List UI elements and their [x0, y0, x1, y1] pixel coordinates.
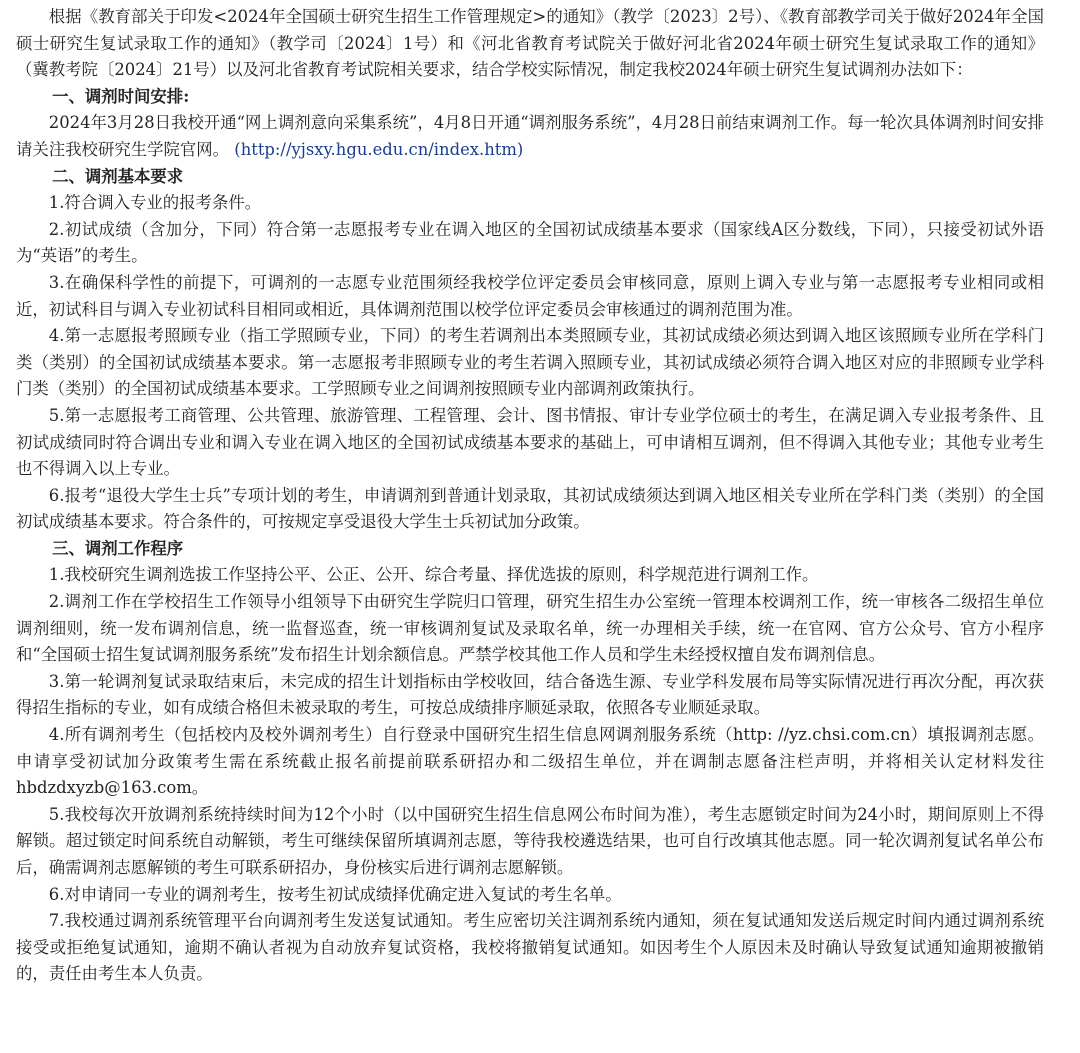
schedule-text: 2024年3月28日我校开通“网上调剂意向采集系统”，4月8日开通“调剂服务系统”，4月28日前结束调剂工作。每一轮次具体调剂时间安排请关注我校研究生学院官网。 — [16, 113, 1044, 159]
section-heading-schedule: 一、调剂时间安排: — [52, 86, 190, 106]
procedure-item-4: 4.所有调剂考生（包括校内及校外调剂考生）自行登录中国研究生招生信息网调剂服务系统（http: //yz.chsi.com.cn）填报调剂志愿。申请享受初试加分政策考生需在系统截止报名前提前联系研招办和二级招生单位，并在调制志愿备注栏声明，并将相关认定材料发往hbdzdxyzb@163.com。 — [16, 725, 1044, 798]
requirement-item-3: 3.在确保科学性的前提下，可调剂的一志愿专业范围须经我校学位评定委员会审核同意，原则上调入专业与第一志愿报考专业相同或相近，初试科目与调入专业初试科目相同或相近，具体调剂范围以校学位评定委员会审核通过的调剂范围为准。 — [16, 272, 1044, 319]
procedure-item-1: 1.我校研究生调剂选拔工作坚持公平、公正、公开、综合考量、择优选拔的原则，科学规范进行调剂工作。 — [48, 565, 819, 585]
procedure-item-5: 5.我校每次开放调剂系统持续时间为12个小时（以中国研究生招生信息网公布时间为准），考生志愿锁定时间为24小时，期间原则上不得解锁。超过锁定时间系统自动解锁，考生可继续保留所填调剂志愿，等待我校遴选结果，也可自行改填其他志愿。同一轮次调剂复试名单公布后，确需调剂志愿解锁的考生可联系研招办，身份核实后进行调剂志愿解锁。 — [16, 804, 1044, 877]
requirement-item-2: 2.初试成绩（含加分，下同）符合第一志愿报考专业在调入地区的全国初试成绩基本要求（国家线A区分数线，下同），只接受初试外语为“英语”的考生。 — [16, 219, 1044, 266]
procedure-item-6: 6.对申请同一专业的调剂考生，按考生初试成绩择优确定进入复试的考生名单。 — [48, 884, 622, 904]
intro-paragraph: 根据《教育部关于印发<2024年全国硕士研究生招生工作管理规定>的通知》（教学〔2023〕2号）、《教育部教学司关于做好2024年全国硕士研究生复试录取工作的通知》（教学司〔2024〕1号）和《河北省教育考试院关于做好河北省2024年硕士研究生复试录取工作的通知》（冀教考院〔2024〕21号）以及河北省教育考试院相关要求，结合学校实际情况，制定我校2024年硕士研究生复试调剂办法如下： — [16, 7, 1044, 80]
procedure-item-7: 7.我校通过调剂系统管理平台向调剂考生发送复试通知。考生应密切关注调剂系统内通知，须在复试通知发送后规定时间内通过调剂系统接受或拒绝复试通知，逾期不确认者视为自动放弃复试资格，我校将撤销复试通知。如因考生个人原因未及时确认导致复试通知逾期被撤销的，责任由考生本人负责。 — [16, 911, 1044, 984]
requirement-item-4: 4.第一志愿报考照顾专业（指工学照顾专业，下同）的考生若调剂出本类照顾专业，其初试成绩必须达到调入地区该照顾专业所在学科门类（类别）的全国初试成绩基本要求。第一志愿报考非照顾专业的考生若调入照顾专业，其初试成绩必须符合调入地区对应的非照顾专业学科门类（类别）的全国初试成绩基本要求。工学照顾专业之间调剂按照顾专业内部调剂政策执行。 — [16, 326, 1044, 399]
requirement-item-5: 5.第一志愿报考工商管理、公共管理、旅游管理、工程管理、会计、图书情报、审计专业学位硕士的考生，在满足调入专业报考条件、且初试成绩同时符合调出专业和调入专业在调入地区的全国初试成绩基本要求的基础上，可申请相互调剂，但不得调入其他专业；其他专业考生也不得调入以上专业。 — [16, 405, 1044, 479]
section-heading-procedure: 三、调剂工作程序 — [52, 538, 184, 558]
procedure-item-2: 2.调剂工作在学校招生工作领导小组领导下由研究生学院归口管理，研究生招生办公室统一管理本校调剂工作，统一审核各二级招生单位调剂细则，统一发布调剂信息，统一监督巡查，统一审核调剂复试及录取名单，统一办理相关手续，统一在官网、官方公众号、官方小程序和“全国硕士招生复试调剂服务系统”发布招生计划余额信息。严禁学校其他工作人员和学生未经授权擅自发布调剂信息。 — [16, 592, 1044, 665]
requirement-item-6: 6.报考“退役大学生士兵”专项计划的考生，申请调剂到普通计划录取，其初试成绩须达到调入地区相关专业所在学科门类（类别）的全国初试成绩基本要求。符合条件的，可按规定享受退役大学生士兵初试加分政策。 — [16, 485, 1044, 532]
schedule-paragraph — [16, 110, 1044, 163]
requirement-item-1: 1.符合调入专业的报考条件。 — [48, 193, 262, 213]
graduate-school-link[interactable]: (http://yjsxy.hgu.edu.cn/index.htm) — [234, 139, 524, 159]
procedure-item-3: 3.第一轮调剂复试录取结束后，未完成的招生计划指标由学校收回，结合备选生源、专业学科发展布局等实际情况进行再次分配，再次获得招生指标的专业，如有成绩合格但未被录取的考生，可按总成绩排序顺延录取，依照各专业顺延录取。 — [16, 671, 1044, 718]
section-heading-requirements: 二、调剂基本要求 — [52, 166, 184, 186]
